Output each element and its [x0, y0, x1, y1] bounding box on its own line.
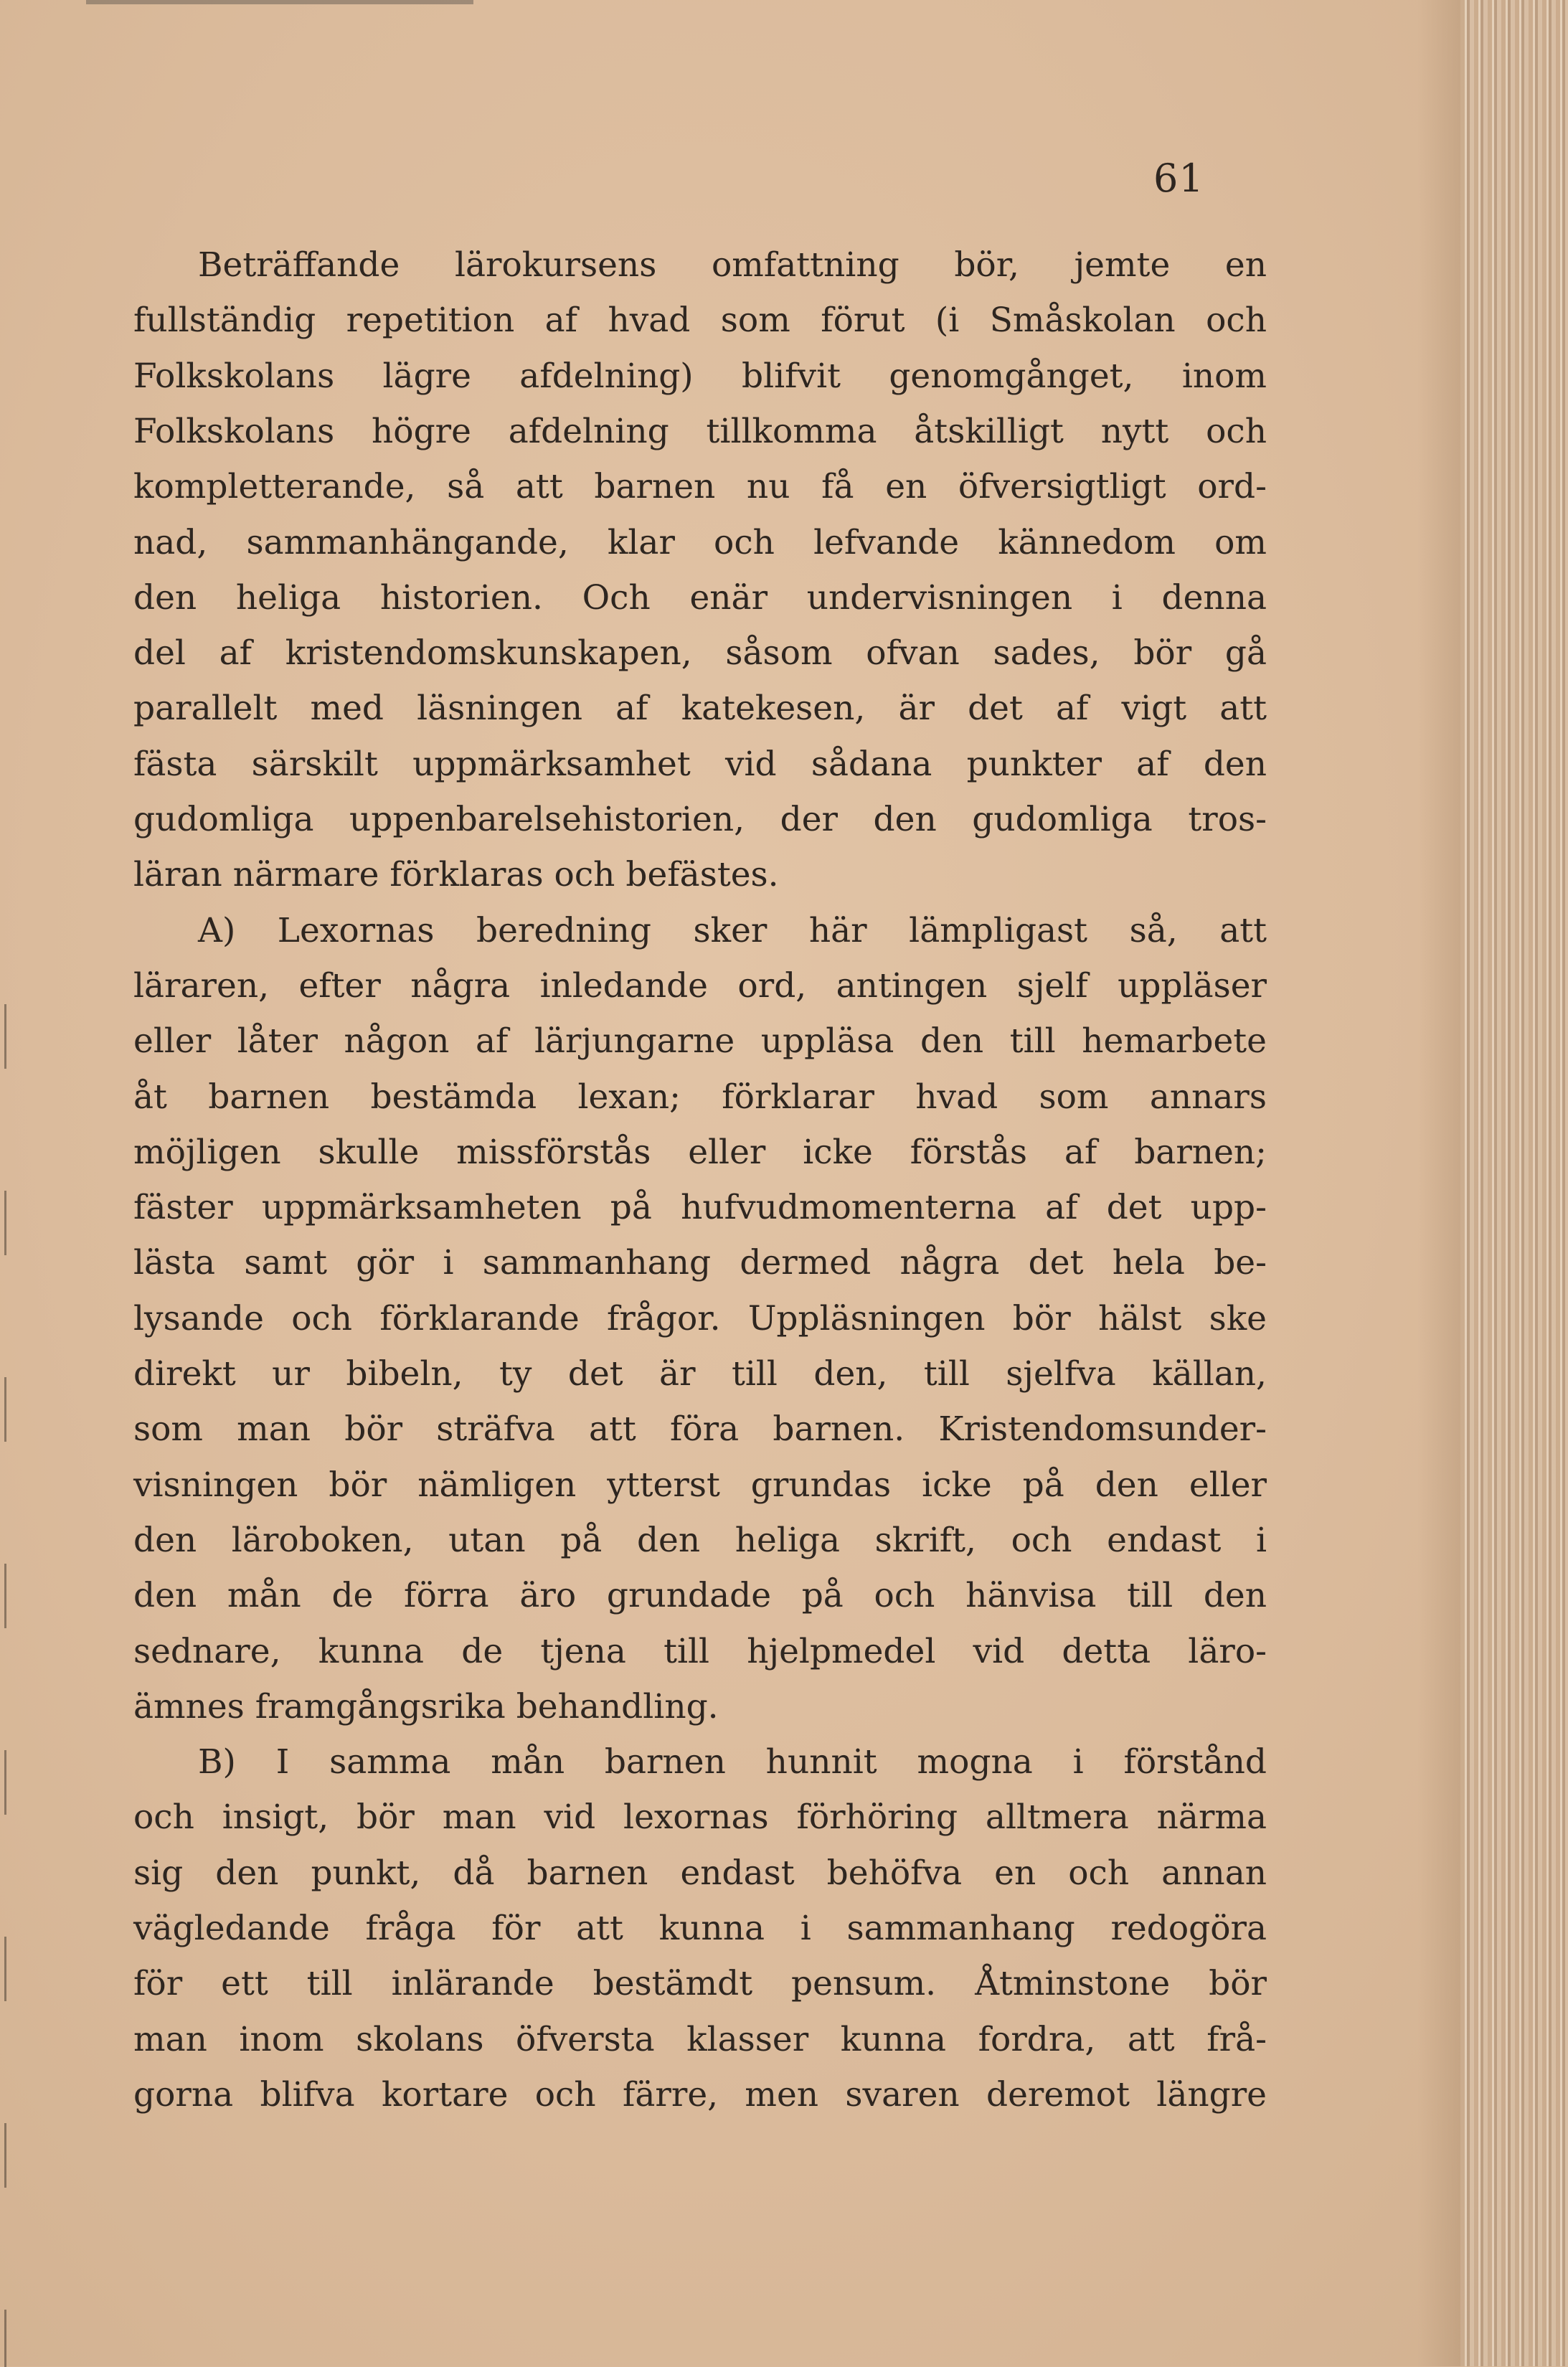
text-line: nad, sammanhängande, klar och lefvande kännedom om	[133, 522, 1267, 562]
text-line: läran närmare förklaras och befästes.	[133, 855, 779, 895]
text-line: lästa samt gör i sammanhang dermed några det hela be-	[133, 1243, 1267, 1283]
text-line: parallelt med läsningen af katekesen, är det af vigt att	[133, 689, 1267, 729]
text-line: A) Lexornas beredning sker här lämpligast så, att	[198, 910, 1267, 950]
text-line: sig den punkt, då barnen endast behöfva en och annan	[133, 1853, 1267, 1893]
text-line: Beträffande lärokursens omfattning bör, jemte en	[198, 245, 1267, 285]
text-line: eller låter någon af lärjungarne uppläsa den till hemarbete	[133, 1021, 1267, 1062]
text-line: visningen bör nämligen ytterst grundas icke på den eller	[133, 1465, 1267, 1505]
text-line: den läroboken, utan på den heliga skrift, och endast i	[133, 1520, 1267, 1560]
text-line: fäster uppmärksamheten på hufvudmomenterna af det upp-	[133, 1188, 1267, 1228]
text-line: Folkskolans högre afdelning tillkomma åtskilligt nytt och	[133, 411, 1267, 451]
text-line: direkt ur bibeln, ty det är till den, till sjelfva källan,	[133, 1354, 1267, 1394]
text-line: Folkskolans lägre afdelning) blifvit genomgånget, inom	[133, 356, 1267, 396]
text-line: möjligen skulle missförstås eller icke förstås af barnen;	[133, 1132, 1267, 1172]
text-line: del af kristendomskunskapen, såsom ofvan sades, bör gå	[133, 633, 1267, 674]
text-line: vägledande fråga för att kunna i sammanhang redogöra	[133, 1909, 1267, 1948]
text-line: ämnes framgångsrika behandling.	[133, 1686, 719, 1726]
text-line: åt barnen bestämda lexan; förklarar hvad som annars	[133, 1077, 1267, 1117]
text-line: B) I samma mån barnen hunnit mogna i förstånd	[198, 1742, 1267, 1782]
text-line: gudomliga uppenbarelsehistorien, der den gudomliga tros-	[133, 800, 1267, 839]
text-line: fästa särskilt uppmärksamhet vid sådana punkter af den	[133, 744, 1267, 784]
text-line: gorna blifva kortare och färre, men svaren deremot längre	[133, 2074, 1267, 2115]
page-number: 61	[1153, 156, 1204, 201]
text-line: den heliga historien. Och enär undervisningen i denna	[133, 577, 1267, 618]
text-line: och insigt, bör man vid lexornas förhöring alltmera närma	[133, 1797, 1267, 1838]
text-line: för ett till inlärande bestämdt pensum. Åtminstone bör	[133, 1964, 1267, 2004]
text-line: den mån de förra äro grundade på och hänvisa till den	[133, 1576, 1267, 1616]
text-line: som man bör sträfva att föra barnen. Kristendomsunder-	[133, 1409, 1267, 1450]
text-line: sednare, kunna de tjena till hjelpmedel vid detta läro-	[133, 1631, 1267, 1671]
text-line: kompletterande, så att barnen nu få en öfversigtligt ord-	[133, 467, 1267, 507]
text-line: fullständig repetition af hvad som förut (i Småskolan och	[133, 301, 1267, 341]
text-line: lysande och förklarande frågor. Uppläsningen bör hälst ske	[133, 1298, 1267, 1338]
text-line: man inom skolans öfversta klasser kunna fordra, att frå-	[133, 2019, 1267, 2059]
text-line: läraren, efter några inledande ord, antingen sjelf uppläser	[133, 965, 1267, 1006]
